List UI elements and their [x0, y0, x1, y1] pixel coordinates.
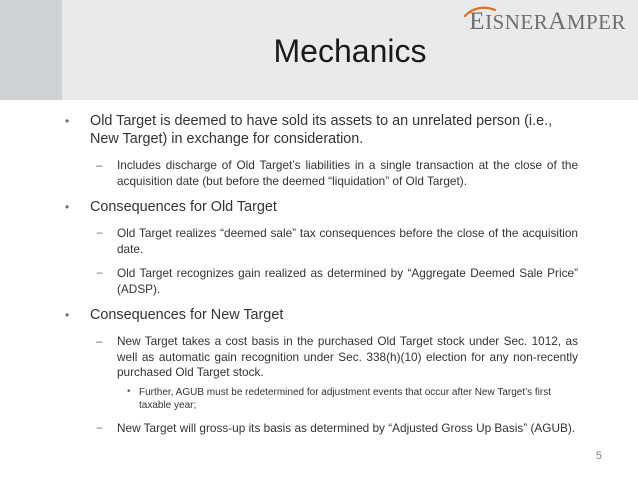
bullet-text: Consequences for Old Target — [90, 199, 277, 215]
sub-bullet-marker: − — [96, 226, 103, 240]
bullet-item — [0, 112, 638, 148]
sub-bullet-text: New Target will gross-up its basis as determined by “Adjusted Gross Up Basis” (AGUB). — [117, 420, 576, 435]
sub-bullet-item — [0, 266, 638, 297]
logo-initial-a: A — [548, 8, 567, 35]
page-number: 5 — [595, 450, 602, 462]
left-accent-bar — [0, 0, 62, 100]
bullet-list — [0, 112, 638, 445]
sub-bullet-marker: − — [96, 420, 103, 435]
sub-sub-bullet-item — [0, 386, 638, 412]
sub-bullet-text: Includes discharge of Old Target’s liabilities in a single transaction at the close of the acquisition date (but before the deemed “liquidation” of Old Target). — [117, 158, 578, 188]
sub-sub-bullet-text: Further, AGUB must be redetermined for adjustment events that occur after New Target’s first taxable year; — [139, 386, 552, 411]
bullet-item — [0, 198, 638, 216]
bullet-text: Old Target is deemed to have sold its assets to an unrelated person (i.e., New Target) in exchange for consideration. — [90, 113, 553, 147]
sub-bullet-text: Old Target recognizes gain realized as determined by “Aggregate Deemed Sale Price” (ADSP). — [117, 266, 578, 296]
logo-text-isner: ISNER — [485, 10, 549, 34]
sub-sub-bullet-marker: • — [127, 385, 131, 397]
sub-bullet-text: New Target takes a cost basis in the purchased Old Target stock under Sec. 1012, as well as automatic gain recognition under Sec. 338(h)(10) election for any non-recently purchased Old Target stock. — [117, 334, 578, 379]
bullet-marker: • — [65, 308, 70, 322]
sub-bullet-marker: – — [96, 158, 103, 172]
logo-swoosh-icon — [463, 5, 497, 19]
sub-bullet-text: Old Target realizes “deemed sale” tax consequences before the close of the acquisition date. — [117, 226, 578, 256]
sub-bullet-item — [0, 421, 638, 437]
sub-bullet-item — [0, 158, 638, 189]
sub-bullet-item — [0, 334, 638, 381]
logo-text-mper: MPER — [566, 10, 626, 34]
logo-initial-e: E — [469, 8, 486, 35]
bullet-marker: • — [65, 200, 70, 214]
slide-title: Mechanics — [273, 33, 427, 69]
sub-bullet-marker: − — [96, 266, 103, 280]
bullet-text: Consequences for New Target — [90, 307, 284, 323]
bullet-item — [0, 306, 638, 324]
sub-bullet-item — [0, 226, 638, 257]
sub-bullet-marker: – — [96, 334, 103, 348]
eisneramper-logo — [469, 9, 626, 35]
bullet-marker: • — [65, 114, 70, 128]
